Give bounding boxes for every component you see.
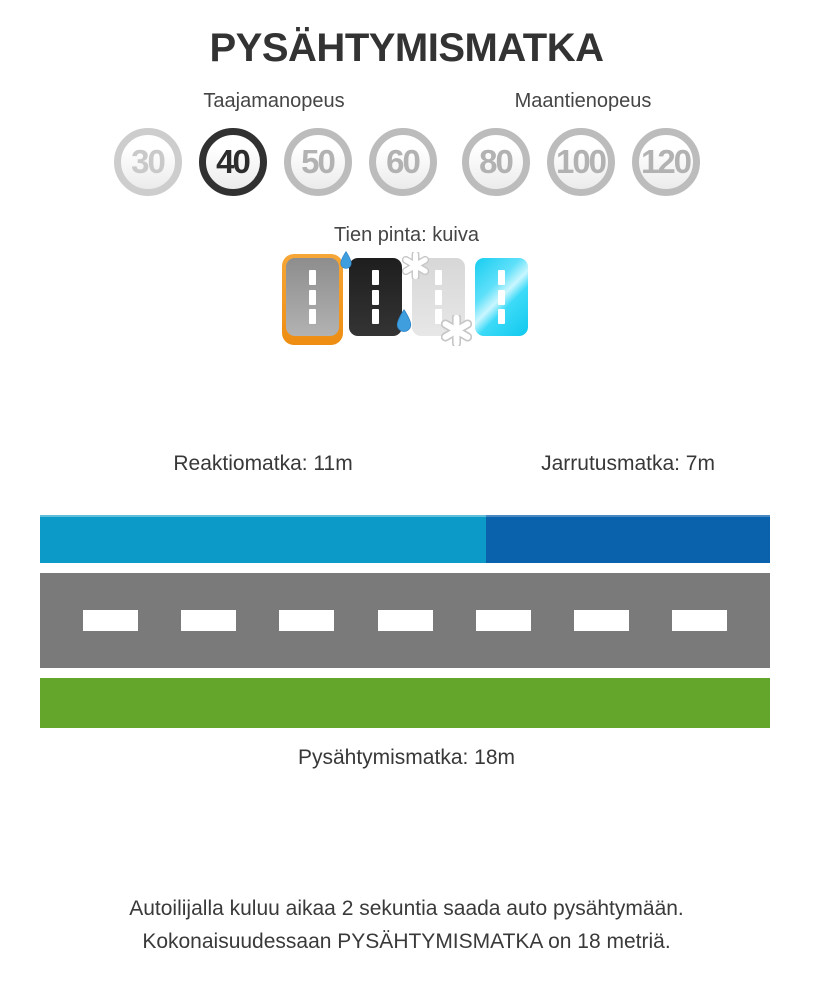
speed-option-120[interactable] xyxy=(632,128,700,196)
speed-option-30[interactable] xyxy=(114,128,182,196)
water-drop-icon xyxy=(339,251,353,270)
speed-option-50[interactable] xyxy=(284,128,352,196)
reaction-segment xyxy=(40,515,486,563)
icy-road-icon xyxy=(475,258,528,336)
total-distance-label: Pysähtymismatka: 18m xyxy=(297,746,516,769)
lane-marking xyxy=(309,270,316,285)
braking-segment xyxy=(486,515,770,563)
lane-marking xyxy=(498,270,505,285)
lane-marking xyxy=(83,610,138,631)
lane-marking xyxy=(574,610,629,631)
lane-marking xyxy=(309,309,316,324)
lane-marking xyxy=(476,610,531,631)
lane-marking xyxy=(498,309,505,324)
speed-selector xyxy=(0,128,813,196)
speed-limit-sign-value: 60 xyxy=(386,143,419,180)
lane-marking xyxy=(181,610,236,631)
lane-marking xyxy=(372,290,379,305)
lane-marking xyxy=(309,290,316,305)
surface-option-dry[interactable] xyxy=(282,254,343,345)
distance-labels-row xyxy=(40,452,770,476)
lane-marking xyxy=(378,610,433,631)
road-surface-label: Tien pinta: kuiva xyxy=(334,224,479,246)
page-title: PYSÄHTYMISMATKA xyxy=(209,26,604,70)
reaction-label-cell: Reaktiomatka: 11m xyxy=(173,452,353,475)
lane-marking xyxy=(672,610,727,631)
water-drop-icon xyxy=(395,309,413,333)
speed-limit-sign-value: 100 xyxy=(555,143,606,180)
footer-line-1: Autoilijalla kuluu aikaa 2 sekuntia saada auto pysähtymään. xyxy=(129,897,684,920)
speed-limit-sign-value: 30 xyxy=(131,143,164,180)
snowflake-icon xyxy=(402,252,429,279)
speed-option-40[interactable] xyxy=(199,128,267,196)
wet-road-icon xyxy=(349,258,402,336)
urban-speed-group-label: Taajamanopeus xyxy=(203,90,345,112)
surface-option-ice[interactable] xyxy=(471,254,532,345)
lane-marking xyxy=(372,270,379,285)
footer-line-2: Kokonaisuudessaan PYSÄHTYMISMATKA on 18 metriä. xyxy=(142,930,671,953)
speed-option-60[interactable] xyxy=(369,128,437,196)
footer-note xyxy=(0,892,813,958)
speed-option-100[interactable] xyxy=(547,128,615,196)
speed-option-80[interactable] xyxy=(462,128,530,196)
snowflake-icon xyxy=(441,315,472,346)
speed-limit-sign-value: 80 xyxy=(479,143,512,180)
lane-marking xyxy=(279,610,334,631)
snowy-road-icon xyxy=(412,258,465,336)
surface-option-snow[interactable] xyxy=(408,254,469,345)
surface-option-wet[interactable] xyxy=(345,254,406,345)
lane-marking xyxy=(435,270,442,285)
total-distance-bar xyxy=(40,678,770,728)
speed-limit-sign-value: 40 xyxy=(216,143,249,180)
speed-limit-sign-value: 120 xyxy=(640,143,691,180)
lane-marking xyxy=(372,309,379,324)
braking-label-cell: Jarrutusmatka: 7m xyxy=(541,452,715,475)
highway-speed-group-label: Maantienopeus xyxy=(514,90,652,112)
dry-road-icon xyxy=(286,258,339,336)
speed-limit-sign-value: 50 xyxy=(301,143,334,180)
road-graphic xyxy=(40,573,770,668)
distance-bar xyxy=(40,515,770,563)
lane-marking xyxy=(435,290,442,305)
lane-marking xyxy=(498,290,505,305)
road-surface-selector xyxy=(0,254,813,345)
